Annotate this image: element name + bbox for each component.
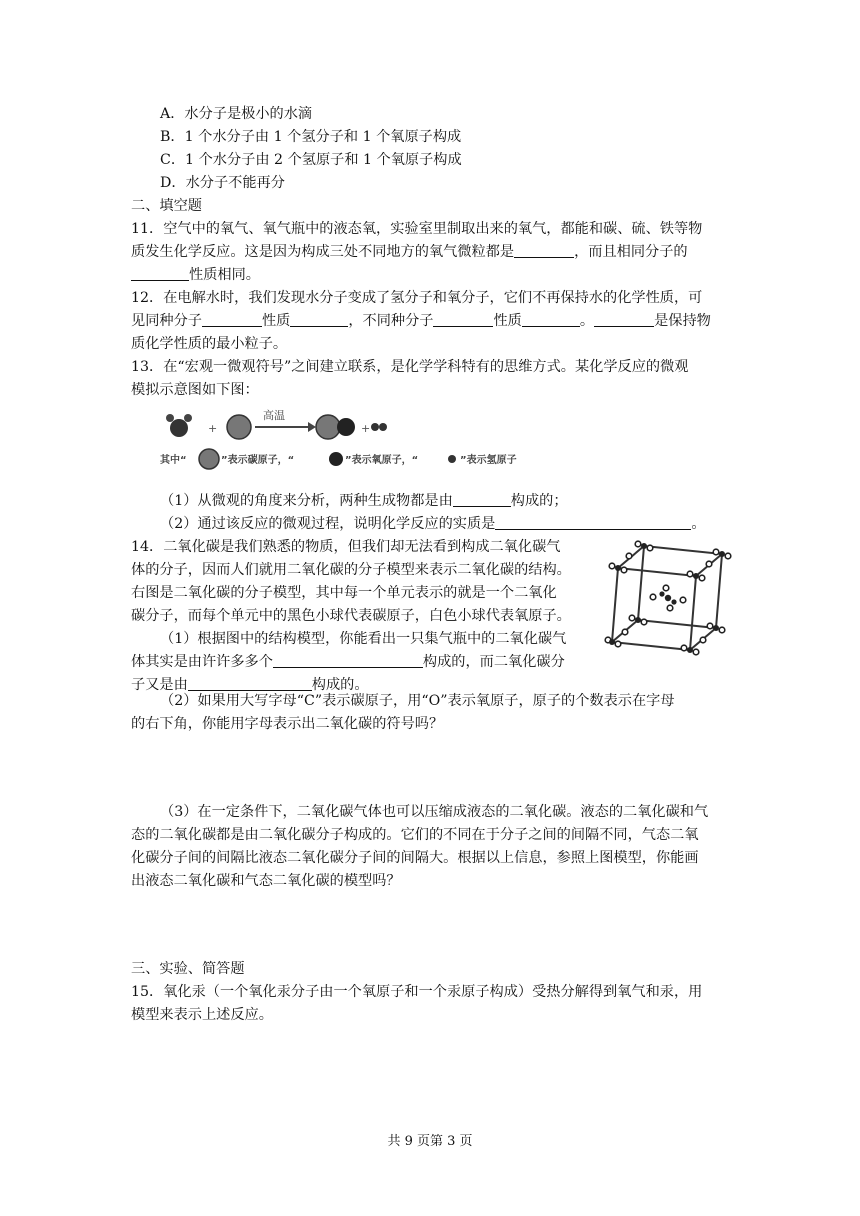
option-b: B．1 个水分子由 1 个氢分子和 1 个氧原子构成	[160, 129, 462, 145]
q12-line-1: 12．在电解水时，我们发现水分子变成了氢分子和氧分子，它们不再保持水的化学性质，可	[131, 290, 703, 306]
q11-line-1: 11．空气中的氧气、氧气瓶中的液态氧，实验室里制取出来的氧气，都能和碳、硫、铁等物	[131, 221, 703, 237]
product-co-molecule	[316, 415, 355, 439]
co2-molecular-model	[604, 532, 734, 660]
reactant-carbon-atom	[227, 415, 251, 439]
q12-text-a: 见同种分子	[131, 313, 202, 329]
q15-line-2: 模型来表示上述反应。	[131, 1007, 273, 1023]
q12-line-2	[131, 310, 711, 332]
reactant-water-molecule	[166, 414, 192, 437]
q11-line-3	[131, 264, 260, 286]
q13-line-2: 模拟示意图如下图：	[131, 382, 259, 398]
q14-sub2-line-2: 的右下角，你能用字母表示出二氧化碳的符号吗？	[131, 716, 444, 732]
q14-sub2-line-1: （2）如果用大写字母“C”表示碳原子，用“O”表示氧原子，原子的个数表示在字母	[160, 693, 675, 709]
legend-oxygen-icon	[329, 452, 343, 466]
reaction-arrow	[255, 422, 316, 432]
q13-sub1-text-a: （1）从微观的角度来分析，两种生成物都是由	[160, 493, 453, 509]
q13-blank-1[interactable]	[453, 492, 511, 507]
q13-sub2-text-b: 。	[691, 516, 706, 532]
q11-text-b: ，而且相同分子的	[574, 244, 688, 260]
q14-line-2: 体的分子，因而人们就用二氧化碳的分子模型来表示二氧化碳的结构。	[131, 562, 571, 578]
q12-text-d: 性质	[493, 313, 522, 329]
q14-sub3-line-3: 化碳分子间的间隔比液态二氧化碳分子间的间隔大。根据以上信息，参照上图模型，你能画	[131, 850, 699, 866]
q12-blank-4[interactable]	[522, 312, 580, 327]
q14-sub1-line-2	[131, 651, 565, 673]
legend-hydrogen-icon	[448, 455, 456, 463]
option-d: D．水分子不能再分	[160, 175, 285, 191]
arrow-label: 高温	[263, 409, 285, 422]
page-footer: 共 9 页第 3 页	[387, 1134, 473, 1149]
q15-line-1: 15．氧化汞（一个氧化汞分子由一个氧原子和一个汞原子构成）受热分解得到氧气和汞，用	[131, 984, 703, 1000]
q14-line-3: 右图是二氧化碳的分子模型，其中每一个单元表示的就是一个二氧化	[131, 585, 557, 601]
q13-sub1-text-b: 构成的；	[510, 493, 568, 509]
q12-text-b: 性质	[261, 313, 291, 329]
q14-blank-2[interactable]	[188, 676, 312, 691]
q11-line-2	[131, 241, 688, 263]
legend-carbon-text: ”表示碳原子，“	[221, 455, 295, 466]
q13-blank-2[interactable]	[495, 515, 691, 530]
legend-prefix: 其中“	[160, 455, 187, 466]
product-h2-molecule	[371, 423, 387, 431]
q11-text-a: 质发生化学反应。这是因为构成三处不同地方的氧气微粒都是	[131, 244, 515, 260]
q11-blank-1[interactable]	[514, 243, 574, 258]
q12-blank-5[interactable]	[594, 312, 654, 327]
q11-text-c: 性质相同。	[189, 267, 260, 283]
option-a: A．水分子是极小的水滴	[160, 106, 313, 122]
legend-hydrogen-text: ”表示氢原子	[460, 455, 517, 466]
plus-sign-2: +	[361, 422, 371, 435]
q14-sub3-line-2: 态的二氧化碳都是由二氧化碳分子构成的。它们的不同在于分子之间的间隔不同，气态二氧	[131, 827, 699, 843]
q14-sub1-line-1: （1）根据图中的结构模型，你能看出一只集气瓶中的二氧化碳气	[160, 631, 567, 647]
q12-line-3: 质化学性质的最小粒子。	[131, 336, 288, 352]
q12-text-e: 。	[579, 313, 595, 329]
section-2-title: 二、填空题	[131, 198, 202, 214]
q14-sub1-text-d: 构成的。	[311, 677, 369, 693]
q13-sub-1	[160, 490, 568, 512]
option-c: C．1 个水分子由 2 个氢原子和 1 个氧原子构成	[160, 152, 462, 168]
q14-sub1-text-c: 子又是由	[131, 677, 188, 693]
q14-sub3-line-1: （3）在一定条件下，二氧化碳气体也可以压缩成液态的二氧化碳。液态的二氧化碳和气	[160, 804, 709, 820]
legend-oxygen-text: ”表示氧原子，“	[345, 455, 419, 466]
reaction-diagram	[160, 405, 550, 475]
q14-sub1-text-a: 体其实是由许许多多个	[131, 654, 273, 670]
q14-line-1: 14．二氧化碳是我们熟悉的物质，但我们却无法看到构成二氧化碳气	[131, 539, 561, 555]
q13-sub2-text-a: （2）通过该反应的微观过程，说明化学反应的实质是	[160, 516, 496, 532]
q14-blank-1[interactable]	[273, 653, 423, 668]
q13-line-1: 13．在“宏观一微观符号”之间建立联系，是化学学科特有的思维方式。某化学反应的微观	[131, 359, 689, 375]
plus-sign-1: +	[208, 422, 218, 435]
q12-text-c: ，不同种分子	[348, 313, 434, 329]
diagram-legend	[160, 449, 517, 469]
q11-blank-2[interactable]	[131, 266, 189, 281]
q12-text-f: 是保持物	[654, 313, 711, 329]
q14-line-4: 碳分子，而每个单元中的黑色小球代表碳原子，白色小球代表氧原子。	[131, 608, 571, 624]
section-3-title: 三、实验、简答题	[131, 961, 245, 977]
q12-blank-1[interactable]	[202, 312, 262, 327]
q14-sub1-text-b: 构成的，而二氧化碳分	[422, 654, 565, 670]
legend-carbon-icon	[199, 449, 219, 469]
q14-sub3-line-4: 出液态二氧化碳和气态二氧化碳的模型吗？	[131, 873, 401, 889]
q12-blank-2[interactable]	[290, 312, 348, 327]
q12-blank-3[interactable]	[433, 312, 493, 327]
